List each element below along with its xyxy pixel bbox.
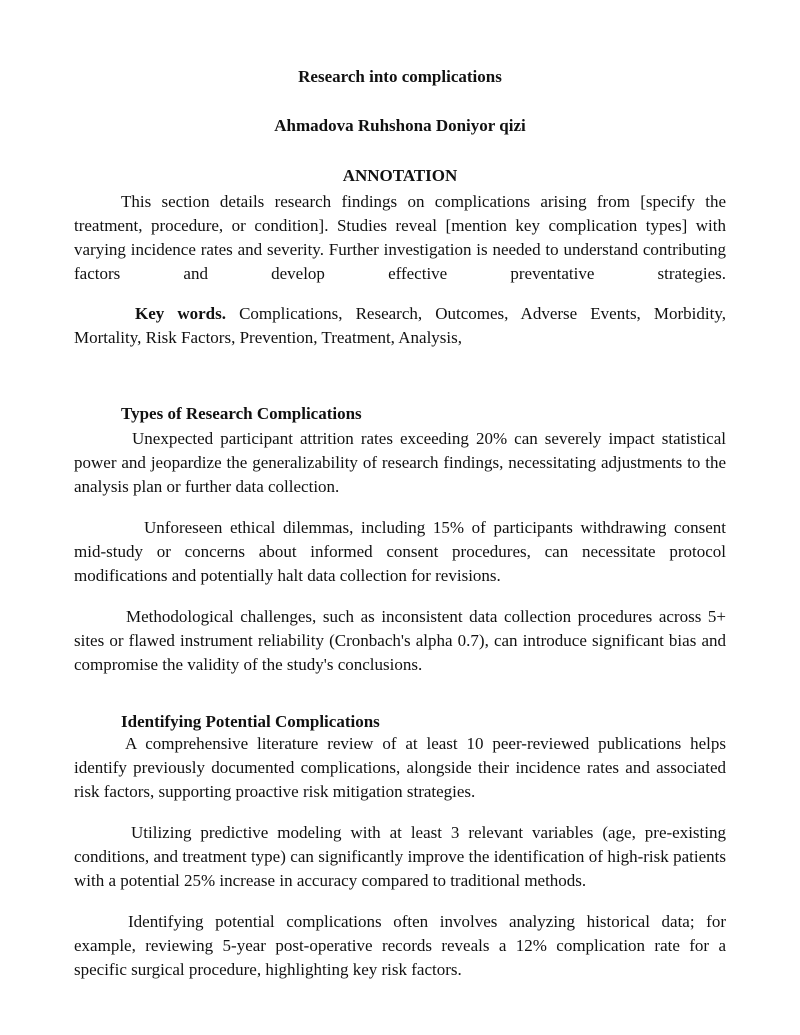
document-title: Research into complications	[298, 67, 502, 86]
keywords-text: Complications, Research, Outcomes, Adverse Events, Morbidity, Mortality, Risk Factors, Prevention, Treatment, Analysis,	[74, 304, 726, 347]
section-types-paragraph-2: Unforeseen ethical dilemmas, including 15% of participants withdrawing consent mid-study or concerns about informed consent procedures, can necessitate protocol modifications and potentially halt data collection for revisions.	[74, 518, 726, 585]
section-identifying-paragraph-2: Utilizing predictive modeling with at least 3 relevant variables (age, pre-existing conditions, and treatment type) can significantly improve the identification of high-risk patients with a potential 25% increase in accuracy compared to traditional methods.	[74, 823, 726, 890]
keywords-paragraph	[74, 302, 726, 350]
section-types-paragraph-1: Unexpected participant attrition rates exceeding 20% can severely impact statistical power and jeopardize the generalizability of research findings, necessitating adjustments to the analysis plan or further data collection.	[74, 429, 726, 496]
section-heading-identifying: Identifying Potential Complications	[121, 712, 380, 731]
annotation-text: This section details research findings on complications arising from [specify the treatment, procedure, or condition]. Studies reveal [mention key complication types] with varying incidence rates and severity. Further investigation is needed to understand contributing factors and develop effective preventative strategies.	[74, 192, 726, 283]
annotation-heading: ANNOTATION	[342, 166, 458, 185]
section-identifying-paragraph-3: Identifying potential complications often involves analyzing historical data; for example, reviewing 5-year post-operative records reveals a 12% complication rate for a specific surgical procedure, highlighting key risk factors.	[74, 912, 726, 979]
section-types-paragraph-3: Methodological challenges, such as inconsistent data collection procedures across 5+ sites or flawed instrument reliability (Cronbach's alpha 0.7), can introduce significant bias and compromise the validity of the study's conclusions.	[74, 607, 726, 674]
section-heading-types: Types of Research Complications	[121, 404, 362, 423]
section-identifying-paragraph-1: A comprehensive literature review of at least 10 peer-reviewed publications helps identify previously documented complications, alongside their incidence rates and associated risk factors, supporting proactive risk mitigation strategies.	[74, 734, 726, 801]
keywords-label: Key words.	[135, 304, 226, 323]
document-author: Ahmadova Ruhshona Doniyor qizi	[274, 116, 526, 135]
